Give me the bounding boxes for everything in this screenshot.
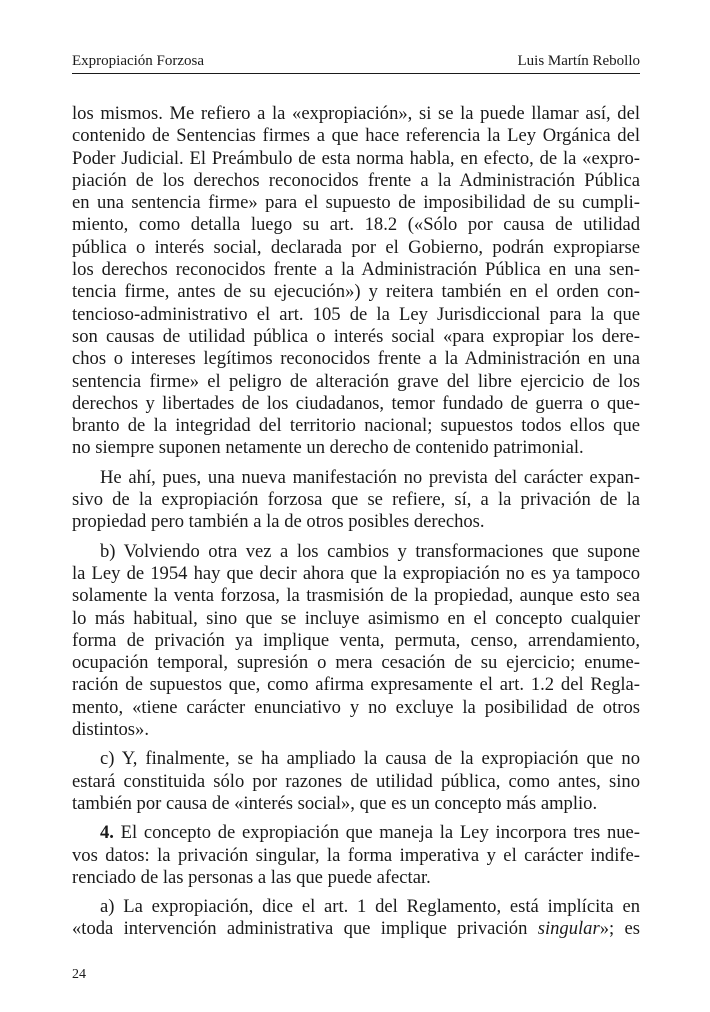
paragraph-section-4 xyxy=(72,822,640,889)
text-line: en una sentencia firme» para el supuesto de imposibilidad de su cumpli- xyxy=(72,192,640,214)
text-line: c) Y, finalmente, se ha ampliado la causa de la expropiación que no xyxy=(100,748,640,770)
text-segment: «toda intervención administrativa que implique privación xyxy=(72,918,538,940)
text-line: forma de privación ya implique venta, permuta, censo, arrendamiento, xyxy=(72,629,640,651)
header-author: Luis Martín Rebollo xyxy=(517,53,640,69)
text-line: estará constituida sólo por razones de utilidad pública, como antes, sino xyxy=(72,770,640,792)
text-line: Poder Judicial. El Preámbulo de esta norma habla, en efecto, de la «expro- xyxy=(72,147,640,169)
body-text xyxy=(72,103,640,941)
paragraph-item-a xyxy=(72,896,640,941)
running-header xyxy=(72,52,640,70)
header-book-title: Expropiación Forzosa xyxy=(72,53,205,69)
text-line xyxy=(72,918,640,940)
paragraph-item-b xyxy=(72,541,640,742)
text-line: los mismos. Me refiero a la «expropiación», si se la puede llamar así, del xyxy=(72,103,640,124)
text-line xyxy=(72,822,640,844)
text-line: lo más habitual, sino que se incluye asimismo en el concepto cualquier xyxy=(72,607,640,629)
paragraph-item-c xyxy=(72,748,640,815)
text-line: propiedad pero también a la de otros posibles derechos. xyxy=(72,511,485,533)
text-line: sivo de la expropiación forzosa que se refiere, sí, a la privación de la xyxy=(72,489,640,511)
text-line: ocupación temporal, supresión o mera cesación de su ejercicio; enume- xyxy=(72,652,640,674)
paragraph-expansive-character xyxy=(72,467,640,534)
text-line: branto de la integridad del territorio nacional; supuestos todos ellos que xyxy=(72,415,640,437)
text-line: también por causa de «interés social», que es un concepto más amplio. xyxy=(72,792,598,814)
text-line: no siempre suponen netamente un derecho de contenido patrimonial. xyxy=(72,437,584,459)
text-line: sentencia firme» el peligro de alteración grave del libre ejercicio de los xyxy=(72,370,640,392)
text-line: son causas de utilidad pública o interés social «para expropiar los dere- xyxy=(72,325,640,347)
document-page xyxy=(72,0,640,1012)
paragraph-continuation xyxy=(72,103,640,460)
text-line: vos datos: la privación singular, la forma imperativa y el carácter indife- xyxy=(72,844,640,866)
text-line: pública o interés social, declarada por el Gobierno, podrán expropiarse xyxy=(72,236,640,258)
text-line: a) La expropiación, dice el art. 1 del Reglamento, está implícita en xyxy=(100,896,640,918)
text-line: ración de supuestos que, como afirma expresamente el art. 1.2 del Regla- xyxy=(72,674,640,696)
emphasis-singular: singular xyxy=(537,918,600,940)
text-segment: »; es xyxy=(599,918,640,940)
text-line: mento, «tiene carácter enunciativo y no excluye la posibilidad de otros xyxy=(72,696,640,718)
text-line: derechos y libertades de los ciudadanos, temor fundado de guerra o que- xyxy=(72,392,640,414)
text-line: piación de los derechos reconocidos frente a la Administración Pública xyxy=(72,169,640,191)
text-line: chos o intereses legítimos reconocidos frente a la Administración en una xyxy=(72,348,640,370)
text-line: los derechos reconocidos frente a la Administración Pública en una sen- xyxy=(72,259,640,281)
text-line: tencia firme, antes de su ejecución») y reitera también en el orden con- xyxy=(72,281,640,303)
text-line: la Ley de 1954 hay que decir ahora que la expropiación no es ya tampoco xyxy=(72,562,640,584)
text-line: solamente la venta forzosa, la trasmisión de la propiedad, aunque esto sea xyxy=(72,585,640,607)
text-line: b) Volviendo otra vez a los cambios y transformaciones que supone xyxy=(100,540,640,562)
text-line: renciado de las personas a las que puede afectar. xyxy=(72,866,431,888)
text-segment: El concepto de expropiación que maneja la Ley incorpora tres nue- xyxy=(113,822,640,844)
header-rule xyxy=(72,73,640,74)
section-number: 4. xyxy=(100,822,114,844)
text-line: contenido de Sentencias firmes a que hace referencia la Ley Orgánica del xyxy=(72,125,640,147)
text-line: miento, como detalla luego su art. 18.2 («Sólo por causa de utilidad xyxy=(72,214,640,236)
text-line: distintos». xyxy=(72,719,149,741)
page-number: 24 xyxy=(72,967,86,982)
text-line: tencioso-administrativo el art. 105 de la Ley Jurisdiccional para la que xyxy=(72,303,640,325)
text-line: He ahí, pues, una nueva manifestación no prevista del carácter expan- xyxy=(100,466,640,488)
